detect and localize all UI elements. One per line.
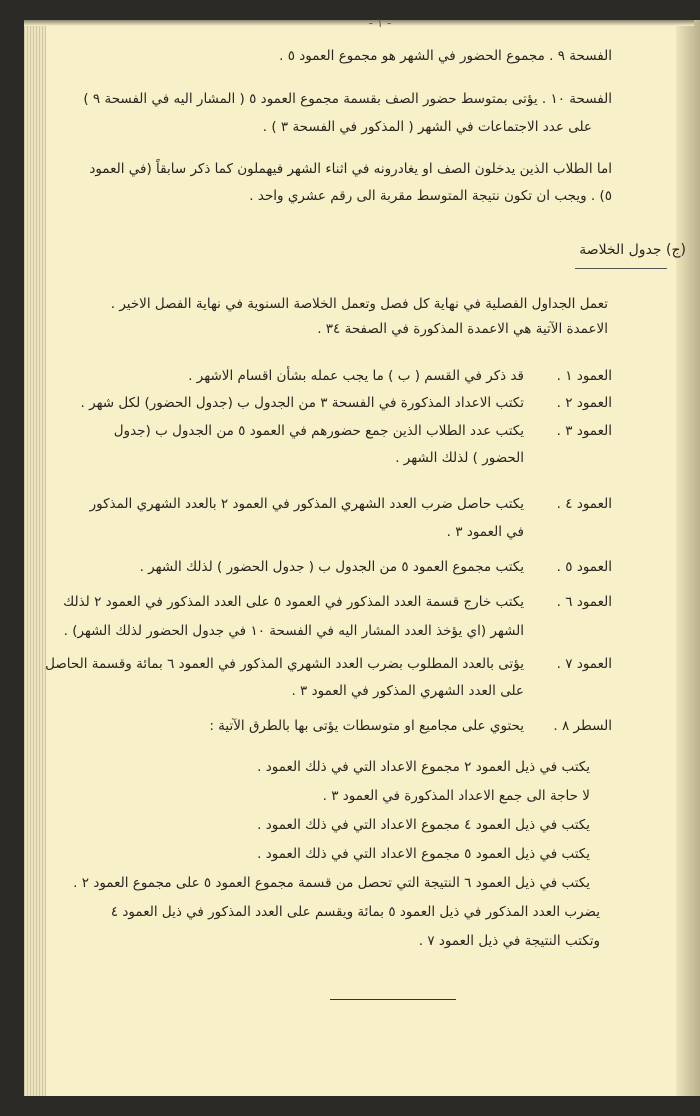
item-label: العمود ٤ . — [556, 496, 612, 512]
item-label: العمود ٥ . — [556, 559, 612, 575]
item-column-5 — [140, 557, 612, 577]
row8-line: يكتب في ذيل العمود ٢ مجموع الاعداد التي في ذلك العمود . — [257, 759, 590, 775]
item-column-1 — [188, 366, 612, 386]
intro-line: تعمل الجداول الفصلية في نهاية كل فصل وتعمل الخلاصة السنوية في نهاية الفصل الاخير . — [110, 296, 608, 312]
item-text: يحتوي على مجاميع او متوسطات يؤتى بها بالطرق الآتية : — [209, 718, 524, 734]
item-column-3 — [114, 421, 612, 441]
item-continuation: في العمود ٣ . — [446, 524, 524, 540]
item-continuation: الحضور ) لذلك الشهر . — [395, 450, 524, 466]
item-column-2 — [81, 393, 612, 413]
binding-edge — [676, 20, 700, 1096]
item-text: قد ذكر في القسم ( ب ) ما يجب عمله بشأن اقسام الاشهر . — [188, 368, 524, 384]
section-separator — [330, 999, 456, 1000]
item-row-8 — [209, 716, 612, 736]
page-stack-edge — [24, 20, 46, 1096]
item-text: يكتب حاصل ضرب العدد الشهري المذكور في العمود ٢ بالعدد الشهري المذكور — [89, 496, 524, 512]
item-column-7 — [45, 654, 612, 674]
item-label: العمود ٦ . — [556, 594, 612, 610]
fasha-10-line: الفسحة ١٠ . يؤتى بمتوسط حضور الصف بقسمة مجموع العمود ٥ ( المشار اليه في الفسحة ٩ ) — [83, 91, 612, 107]
item-column-6 — [63, 592, 612, 612]
fasha-10-line: على عدد الاجتماعات في الشهر ( المذكور في الفسحة ٣ ) . — [262, 119, 592, 135]
section-heading: (ج) جدول الخلاصة — [579, 242, 686, 258]
row8-line: لا حاجة الى جمع الاعداد المذكورة في العمود ٣ . — [322, 788, 590, 804]
item-label: العمود ١ . — [556, 368, 612, 384]
item-text: يكتب عدد الطلاب الذين جمع حضورهم في العمود ٥ من الجدول ب (جدول — [113, 423, 524, 439]
row8-line: يكتب في ذيل العمود ٥ مجموع الاعداد التي في ذلك العمود . — [257, 846, 590, 862]
item-text: يكتب خارج قسمة العدد المذكور في العمود ٥ على العدد المذكور في العمود ٢ لذلك — [63, 594, 524, 610]
row8-line: يكتب في ذيل العمود ٤ مجموع الاعداد التي في ذلك العمود . — [257, 817, 590, 833]
row8-line: يكتب في ذيل العمود ٦ النتيجة التي تحصل من قسمة مجموع العمود ٥ على مجموع العمود ٢ . — [73, 875, 590, 891]
note-line: ٥) . ويجب ان تكون نتيجة المتوسط مقربة الى رقم عشري واحد . — [249, 188, 612, 204]
intro-line: الاعمدة الآتية هي الاعمدة المذكورة في الصفحة ٣٤ . — [317, 321, 608, 337]
item-text: تكتب الاعداد المذكورة في الفسحة ٣ من الجدول ب (جدول الحضور) لكل شهر . — [80, 395, 524, 411]
row8-line: يضرب العدد المذكور في ذيل العمود ٥ بمائة ويقسم على العدد المذكور في ذيل العمود ٤ — [110, 904, 600, 920]
heading-underline — [575, 268, 667, 269]
item-label: العمود ٧ . — [556, 656, 612, 672]
item-column-4 — [90, 494, 612, 514]
item-label: السطر ٨ . — [553, 718, 612, 734]
note-line: اما الطلاب الذين يدخلون الصف او يغادرونه في اثناء الشهر فيهملون كما ذكر سابقاً (في العمود — [89, 161, 612, 177]
fasha-9: الفسحة ٩ . مجموع الحضور في الشهر هو مجموع العمود ٥ . — [279, 48, 612, 64]
item-text: يؤتى بالعدد المطلوب بضرب العدد الشهري المذكور في العمود ٦ بمائة وقسمة الحاصل — [45, 656, 524, 672]
item-text: يكتب مجموع العمود ٥ من الجدول ب ( جدول الحضور ) لذلك الشهر . — [139, 559, 524, 575]
item-continuation: الشهر (اي يؤخذ العدد المشار اليه في الفسحة ١٠ في جدول الحضور لذلك الشهر) . — [63, 623, 524, 639]
item-label: العمود ٣ . — [556, 423, 612, 439]
item-continuation: على العدد الشهري المذكور في العمود ٣ . — [291, 683, 524, 699]
page-number: - ١ - — [368, 16, 392, 30]
item-label: العمود ٢ . — [556, 395, 612, 411]
row8-line: وتكتب النتيجة في ذيل العمود ٧ . — [418, 933, 600, 949]
